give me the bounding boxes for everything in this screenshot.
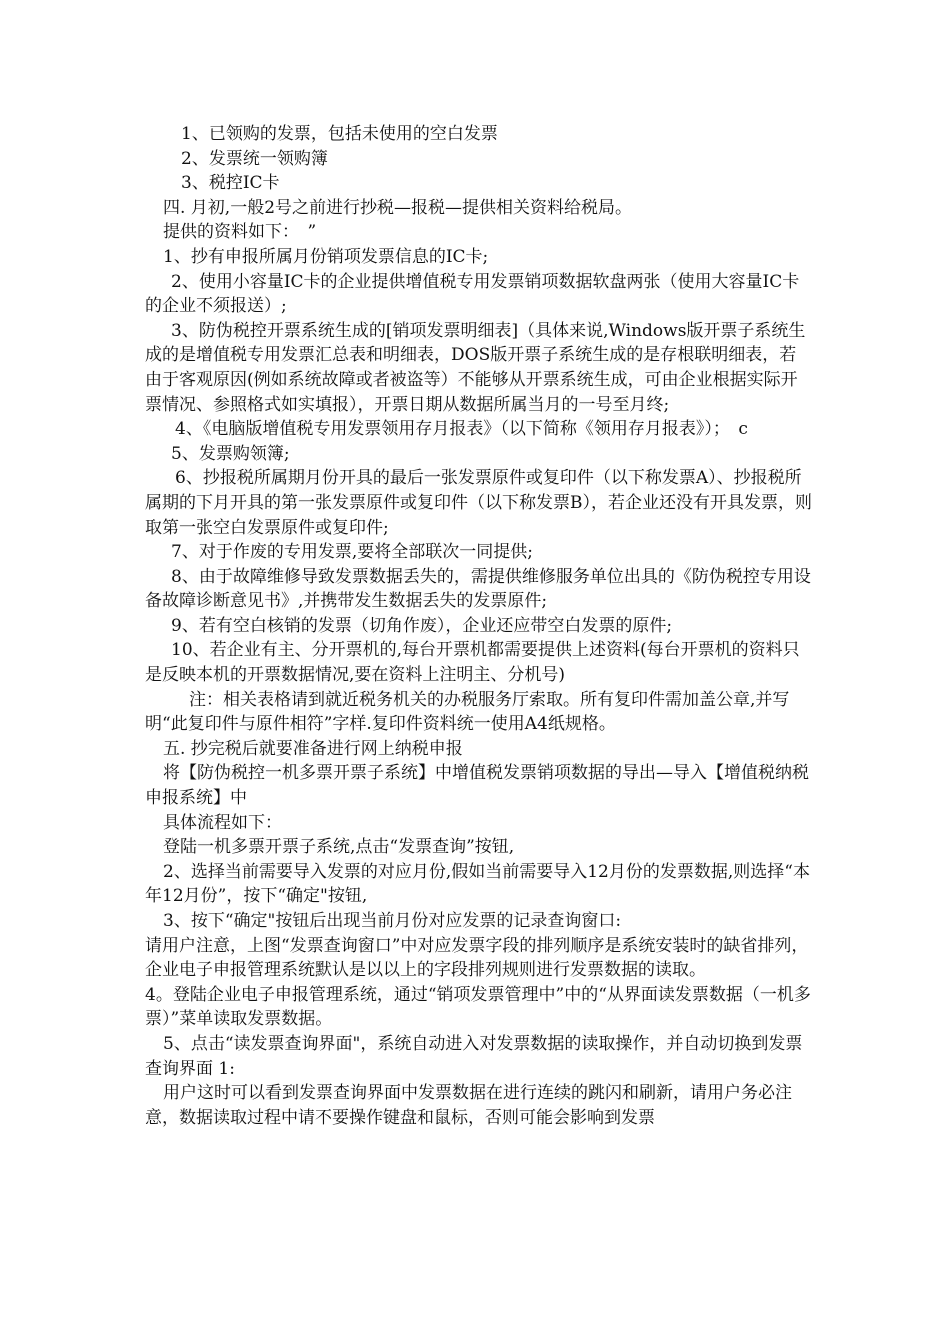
paragraph: 用户这时可以看到发票查询界面中发票数据在进行连续的跳闪和刷新，请用户务必注意，数据读取过程中请不要操作键盘和鼠标，否则可能会影响到发票	[145, 1083, 792, 1128]
paragraph: 3、防伪税控开票系统生成的[销项发票明细表]（具体来说,Windows版开票子系统生成的是增值税专用发票汇总表和明细表，DOS版开票子系统生成的是存根联明细表，若由于客观原因(例如系统故障或者被盗等）不能够从开票系统生成，可由企业根据实际开票情况、参照格式如实填报），开票日期从数据所属当月的一号至月终;	[145, 320, 806, 415]
paragraph: 4、《电脑版增值税专用发票领用存月报表》（以下简称《领用存月报表》）； c	[175, 419, 748, 440]
paragraph: 4。登陆企业电子申报管理系统，通过“销项发票管理中”中的“从界面读发票数据（一机多票）”菜单读取发票数据。	[145, 984, 811, 1030]
paragraph: 2、选择当前需要导入发票的对应月份,假如当前需要导入12月份的发票数据,则选择“本年12月份”，按下“确定"按钮,	[145, 861, 810, 907]
paragraph: 1、抄有申报所属月份销项发票信息的IC卡;	[163, 246, 489, 267]
paragraph: 5、点击“读发票查询界面"，系统自动进入对发票数据的读取操作，并自动切换到发票查询界面 1:	[145, 1033, 803, 1079]
paragraph: 7、对于作废的专用发票,要将全部联次一同提供;	[171, 542, 533, 563]
paragraph: 6、抄报税所属期月份开具的最后一张发票原件或复印件（以下称发票A）、抄报税所属期的下月开具的第一张发票原件或复印件（以下称发票B），若企业还没有开具发票，则取第一张空白发票原件或复印件;	[145, 468, 812, 538]
paragraph: 五. 抄完税后就要准备进行网上纳税申报	[163, 738, 463, 759]
paragraph: 5、发票购领簿;	[171, 443, 290, 464]
document-body	[145, 122, 813, 1130]
paragraph: 2、使用小容量IC卡的企业提供增值税专用发票销项数据软盘两张（使用大容量IC卡的企业不须报送）;	[145, 271, 800, 317]
paragraph: 四. 月初,一般2号之前进行抄税—报税—提供相关资料给税局。	[163, 197, 633, 218]
paragraph: 请用户注意，上图“发票查询窗口”中对应发票字段的排列顺序是系统安装时的缺省排列，企业电子申报管理系统默认是以以上的字段排列规则进行发票数据的读取。	[145, 935, 809, 981]
paragraph: 注：相关表格请到就近税务机关的办税服务厅索取。所有复印件需加盖公章,并写明“此复印件与原件相符”字样.复印件资料统一使用A4纸规格。	[145, 689, 790, 735]
paragraph: 3、税控IC卡	[181, 173, 280, 194]
paragraph: 8、由于故障维修导致发票数据丢失的，需提供维修服务单位出具的《防伪税控专用设备故障诊断意见书》,并携带发生数据丢失的发票原件;	[145, 566, 811, 612]
paragraph: 9、若有空白核销的发票（切角作废），企业还应带空白发票的原件;	[171, 615, 673, 636]
paragraph: 2、发票统一领购簿	[181, 148, 328, 169]
paragraph: 具体流程如下：	[163, 812, 282, 833]
paragraph: 将【防伪税控一机多票开票子系统】中增值税发票销项数据的导出—导入【增值税纳税申报系统】中	[145, 763, 809, 809]
paragraph: 提供的资料如下： ”	[163, 222, 317, 243]
paragraph: 3、按下“确定"按钮后出现当前月份对应发票的记录查询窗口:	[163, 911, 622, 931]
paragraph: 1、已领购的发票，包括未使用的空白发票	[181, 124, 498, 144]
paragraph: 登陆一机多票开票子系统,点击“发票查询”按钮,	[163, 837, 515, 858]
paragraph: 10、若企业有主、分开票机的,每台开票机都需要提供上述资料(每台开票机的资料只是反映本机的开票数据情况,要在资料上注明主、分机号)	[145, 640, 800, 686]
